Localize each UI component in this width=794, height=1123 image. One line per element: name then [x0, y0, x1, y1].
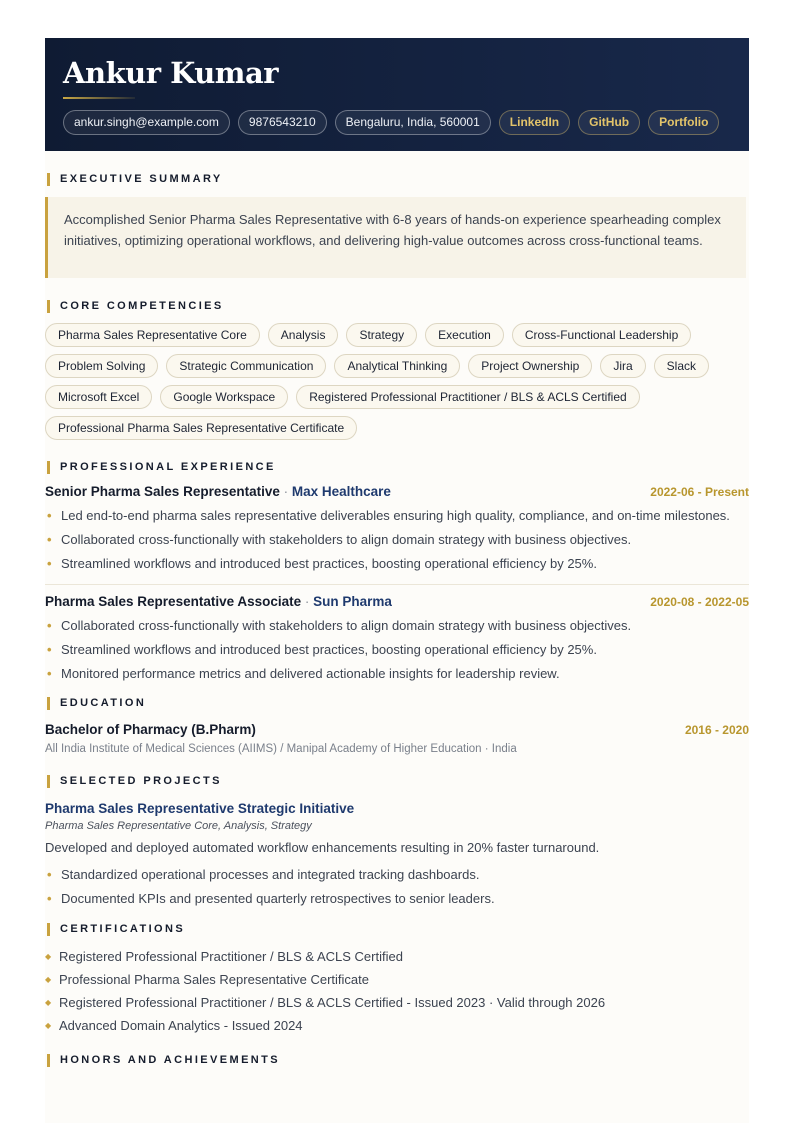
list-item: • Streamlined workflows and introduced best practices, boosting operational efficiency by 25%.	[45, 553, 749, 574]
list-item: • Collaborated cross-functionally with stakeholders to align domain strategy with business objectives.	[45, 615, 749, 636]
list-item: • Standardized operational processes and integrated tracking dashboards.	[45, 864, 749, 885]
list-item: • Streamlined workflows and introduced best practices, boosting operational efficiency by 25%.	[45, 639, 749, 660]
list-item: ◆ Registered Professional Practitioner / BLS & ACLS Certified - Issued 2023 · Valid through 2026	[45, 993, 749, 1013]
summary-text: Accomplished Senior Pharma Sales Representative with 6-8 years of hands-on experience spearheading complex initiatives, optimizing operational workflows, and delivering high-value outcomes across cross-functional teams.	[45, 197, 746, 278]
competency-chip: Project Ownership	[468, 354, 592, 378]
job-company: Max Healthcare	[291, 484, 391, 499]
projects-section	[45, 774, 749, 909]
project-bullets	[45, 864, 749, 909]
section-title-experience: PROFESSIONAL EXPERIENCE	[45, 460, 749, 474]
education-header	[45, 722, 749, 737]
competency-chip: Analytical Thinking	[334, 354, 460, 378]
competency-chip: Analysis	[268, 323, 339, 347]
job-header: Senior Pharma Sales Representative · Max Healthcare 2022-06 - Present	[45, 484, 749, 499]
competency-chip: Slack	[654, 354, 709, 378]
candidate-name: Ankur Kumar	[63, 56, 279, 90]
list-item: ◆ Advanced Domain Analytics - Issued 2024	[45, 1016, 749, 1036]
section-marker	[47, 1054, 50, 1067]
section-marker	[47, 300, 50, 313]
job-dates: 2020-08 - 2022-05	[650, 595, 749, 609]
list-item: • Collaborated cross-functionally with stakeholders to align domain strategy with business objectives.	[45, 529, 749, 550]
section-marker	[47, 697, 50, 710]
portfolio-link[interactable]: Portfolio	[648, 110, 719, 135]
competency-chip: Cross-Functional Leadership	[512, 323, 691, 347]
competency-chip: Registered Professional Practitioner / BLS & ACLS Certified	[296, 385, 639, 409]
email-pill[interactable]: ankur.singh@example.com	[63, 110, 230, 135]
section-marker	[47, 173, 50, 186]
section-title-competencies: CORE COMPETENCIES	[45, 299, 749, 313]
job-company: Sun Pharma	[313, 594, 392, 609]
section-marker	[47, 461, 50, 474]
linkedin-link[interactable]: LinkedIn	[499, 110, 570, 135]
experience-section	[45, 460, 749, 684]
job-dates: 2022-06 - Present	[650, 485, 749, 499]
certification-list	[45, 947, 749, 1036]
contact-list	[63, 110, 731, 135]
competency-chip: Problem Solving	[45, 354, 158, 378]
competency-chip: Microsoft Excel	[45, 385, 152, 409]
competency-chip: Professional Pharma Sales Representative Certificate	[45, 416, 357, 440]
list-item: ◆ Professional Pharma Sales Representative Certificate	[45, 970, 749, 990]
certifications-section	[45, 922, 749, 1036]
job-role: Senior Pharma Sales Representative	[45, 484, 280, 499]
name-underline	[63, 97, 135, 99]
project-description: Developed and deployed automated workflow enhancements resulting in 20% faster turnaround.	[45, 840, 600, 855]
section-marker	[47, 775, 50, 788]
section-marker	[47, 923, 50, 936]
section-title-projects: SELECTED PROJECTS	[45, 774, 749, 788]
list-item: • Documented KPIs and presented quarterly retrospectives to senior leaders.	[45, 888, 749, 909]
honors-section	[45, 1053, 749, 1067]
competency-chip: Pharma Sales Representative Core	[45, 323, 260, 347]
resume-header	[45, 38, 749, 151]
institution: All India Institute of Medical Sciences (AIIMS) / Manipal Academy of Higher Education · India	[45, 743, 517, 755]
github-link[interactable]: GitHub	[578, 110, 640, 135]
resume-page	[45, 38, 749, 1123]
competency-chip: Execution	[425, 323, 504, 347]
section-title-certifications: CERTIFICATIONS	[45, 922, 749, 936]
section-title-summary: EXECUTIVE SUMMARY	[45, 172, 749, 186]
competency-chip: Jira	[600, 354, 645, 378]
job-bullets	[45, 615, 749, 684]
degree: Bachelor of Pharmacy (B.Pharm)	[45, 722, 256, 737]
education-section	[45, 696, 749, 755]
education-dates: 2016 - 2020	[684, 723, 749, 737]
competency-chip: Strategic Communication	[166, 354, 326, 378]
competencies-section	[45, 299, 749, 440]
phone-pill[interactable]: 9876543210	[238, 110, 327, 135]
job-role: Pharma Sales Representative Associate	[45, 594, 302, 609]
project-tech: Pharma Sales Representative Core, Analysis, Strategy	[45, 820, 312, 832]
job-bullets	[45, 505, 749, 574]
competency-chip: Strategy	[346, 323, 417, 347]
project-title: Pharma Sales Representative Strategic Initiative	[45, 801, 355, 816]
job-header: Pharma Sales Representative Associate · Sun Pharma 2020-08 - 2022-05	[45, 594, 749, 609]
job-entry	[45, 484, 749, 574]
list-item: • Monitored performance metrics and delivered actionable insights for leadership review.	[45, 663, 749, 684]
job-divider	[45, 584, 749, 585]
location-pill: Bengaluru, India, 560001	[335, 110, 491, 135]
list-item: ◆ Registered Professional Practitioner / BLS & ACLS Certified	[45, 947, 749, 967]
section-title-honors: HONORS AND ACHIEVEMENTS	[45, 1053, 749, 1067]
summary-section	[45, 172, 749, 278]
job-entry	[45, 594, 749, 684]
competency-chips	[45, 323, 745, 440]
section-title-education: EDUCATION	[45, 696, 749, 710]
list-item: • Led end-to-end pharma sales representative deliverables ensuring high quality, compliance, and on-time milestones.	[45, 505, 749, 526]
competency-chip: Google Workspace	[160, 385, 288, 409]
